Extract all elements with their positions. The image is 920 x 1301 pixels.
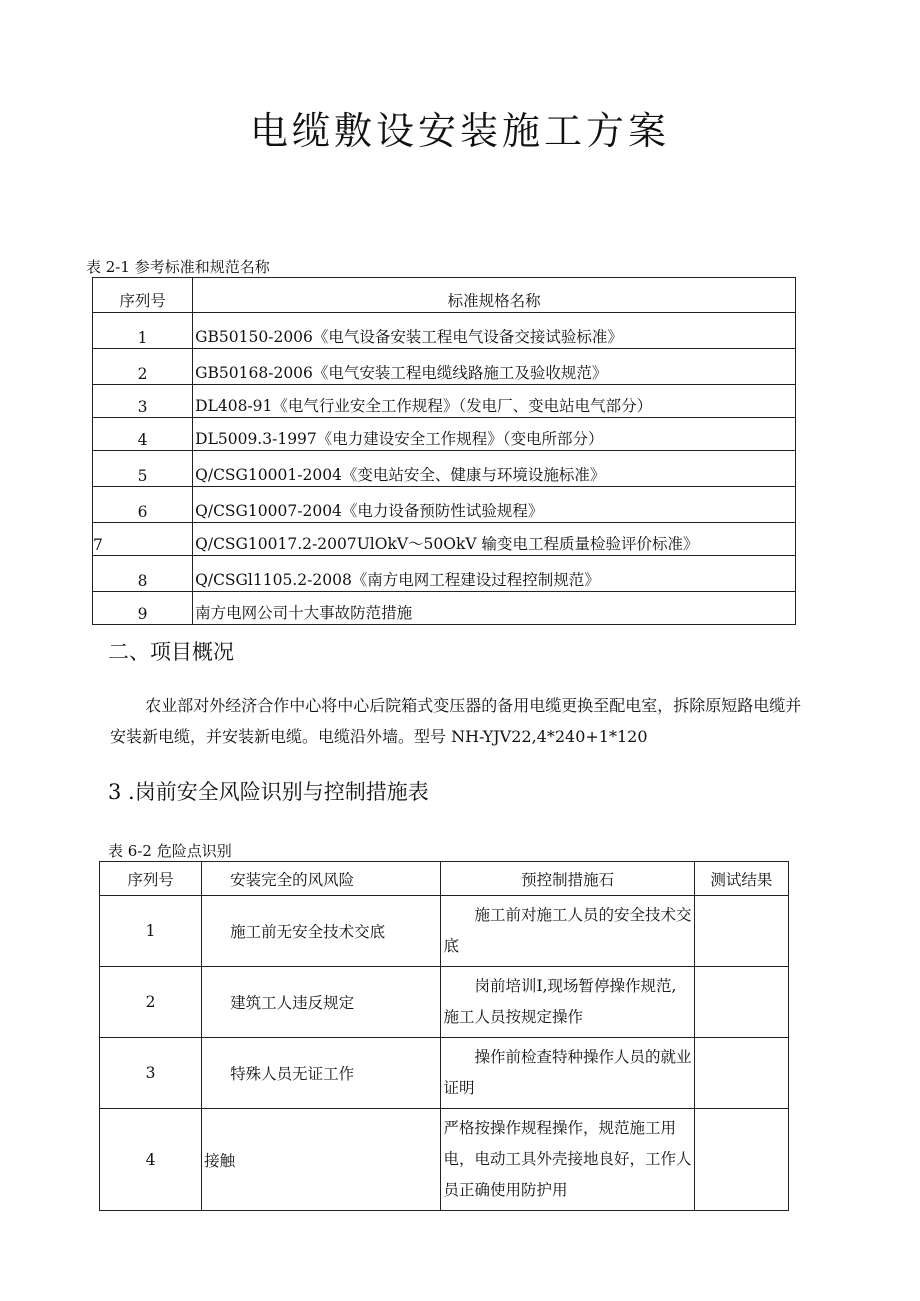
row-index: 1 xyxy=(93,313,193,349)
table-row xyxy=(93,349,796,385)
project-overview-paragraph: 农业部对外经济合作中心将中心后院箱式变压器的备用电缆更换至配电室，拆除原短路电缆并安装新电缆，并安装新电缆。电缆沿外墙。型号 NH-YJV22,4*240+1*120 xyxy=(110,696,802,746)
row-index: 4 xyxy=(100,1109,202,1211)
table-row xyxy=(93,592,796,625)
column-header-test-result: 测试结果 xyxy=(694,862,788,896)
table-row xyxy=(93,451,796,487)
table-row xyxy=(93,313,796,349)
row-index: 2 xyxy=(100,967,202,1038)
test-result xyxy=(694,967,788,1038)
standard-name: 南方电网公司十大事故防范措施 xyxy=(193,592,796,625)
row-index: 1 xyxy=(100,896,202,967)
table-row xyxy=(100,1038,789,1109)
table-row xyxy=(93,487,796,523)
column-header-standard-name: 标准规格名称 xyxy=(193,278,796,313)
row-index: 3 xyxy=(93,385,193,418)
test-result xyxy=(694,1109,788,1211)
table1-caption: 表 2-1 参考标准和规范名称 xyxy=(86,258,270,276)
standards-table xyxy=(92,277,796,625)
risk-description: 接触 xyxy=(202,1109,441,1211)
document-title: 电缆敷设安装施工方案 xyxy=(249,109,670,153)
table-row xyxy=(100,896,789,967)
test-result xyxy=(694,896,788,967)
section-heading-risk-control: 3 .岗前安全风险识别与控制措施表 xyxy=(108,780,429,804)
standard-name: GB50168-2006《电气安装工程电缆线路施工及验收规范》 xyxy=(193,349,796,385)
table2-caption: 表 6-2 危险点识别 xyxy=(108,842,232,860)
row-index: 5 xyxy=(93,451,193,487)
standard-name: Q/CSG10007-2004《电力设备预防性试验规程》 xyxy=(193,487,796,523)
risk-description: 建筑工人违反规定 xyxy=(202,967,441,1038)
table-header-row xyxy=(100,862,789,896)
risk-identification-table xyxy=(99,861,789,1211)
row-index: 3 xyxy=(100,1038,202,1109)
column-header-index: 序列号 xyxy=(93,278,193,313)
control-measure: 岗前培训I,现场暂停操作规范,施工人员按规定操作 xyxy=(441,967,694,1038)
column-header-index: 序列号 xyxy=(100,862,202,896)
risk-description: 特殊人员无证工作 xyxy=(202,1038,441,1109)
control-measure: 严格按操作规程操作，规范施工用电，电动工具外壳接地良好，工作人员正确使用防护用 xyxy=(441,1109,694,1211)
table-row xyxy=(93,385,796,418)
control-measure: 操作前检查特种操作人员的就业证明 xyxy=(441,1038,694,1109)
row-index: 2 xyxy=(93,349,193,385)
table-header-row xyxy=(93,278,796,313)
standard-name: Q/CSG10017.2-2007UlOkV～50OkV 输变电工程质量检验评价标准》 xyxy=(193,523,796,556)
table-row xyxy=(100,1109,789,1211)
standard-name: Q/CSGl1105.2-2008《南方电网工程建设过程控制规范》 xyxy=(193,556,796,592)
section-heading-project-overview: 二、项目概况 xyxy=(108,640,234,664)
test-result xyxy=(694,1038,788,1109)
table-row xyxy=(93,556,796,592)
row-index: 6 xyxy=(93,487,193,523)
column-header-risk: 安装完全的风风险 xyxy=(202,862,441,896)
row-index: 4 xyxy=(93,418,193,451)
table-row xyxy=(100,967,789,1038)
standard-name: Q/CSG10001-2004《变电站安全、健康与环境设施标准》 xyxy=(193,451,796,487)
standard-name: DL5009.3-1997《电力建设安全工作规程》（变电所部分） xyxy=(193,418,796,451)
row-index: 8 xyxy=(93,556,193,592)
standard-name: GB50150-2006《电气设备安装工程电气设备交接试验标准》 xyxy=(193,313,796,349)
table-row xyxy=(93,418,796,451)
standard-name: DL408-91《电气行业安全工作规程》（发电厂、变电站电气部分） xyxy=(193,385,796,418)
table-row xyxy=(93,523,796,556)
control-measure: 施工前对施工人员的安全技术交底 xyxy=(441,896,694,967)
risk-description: 施工前无安全技术交底 xyxy=(202,896,441,967)
row-index: 9 xyxy=(93,592,193,625)
row-index: 7 xyxy=(93,523,193,556)
column-header-control-measure: 预控制措施石 xyxy=(441,862,694,896)
